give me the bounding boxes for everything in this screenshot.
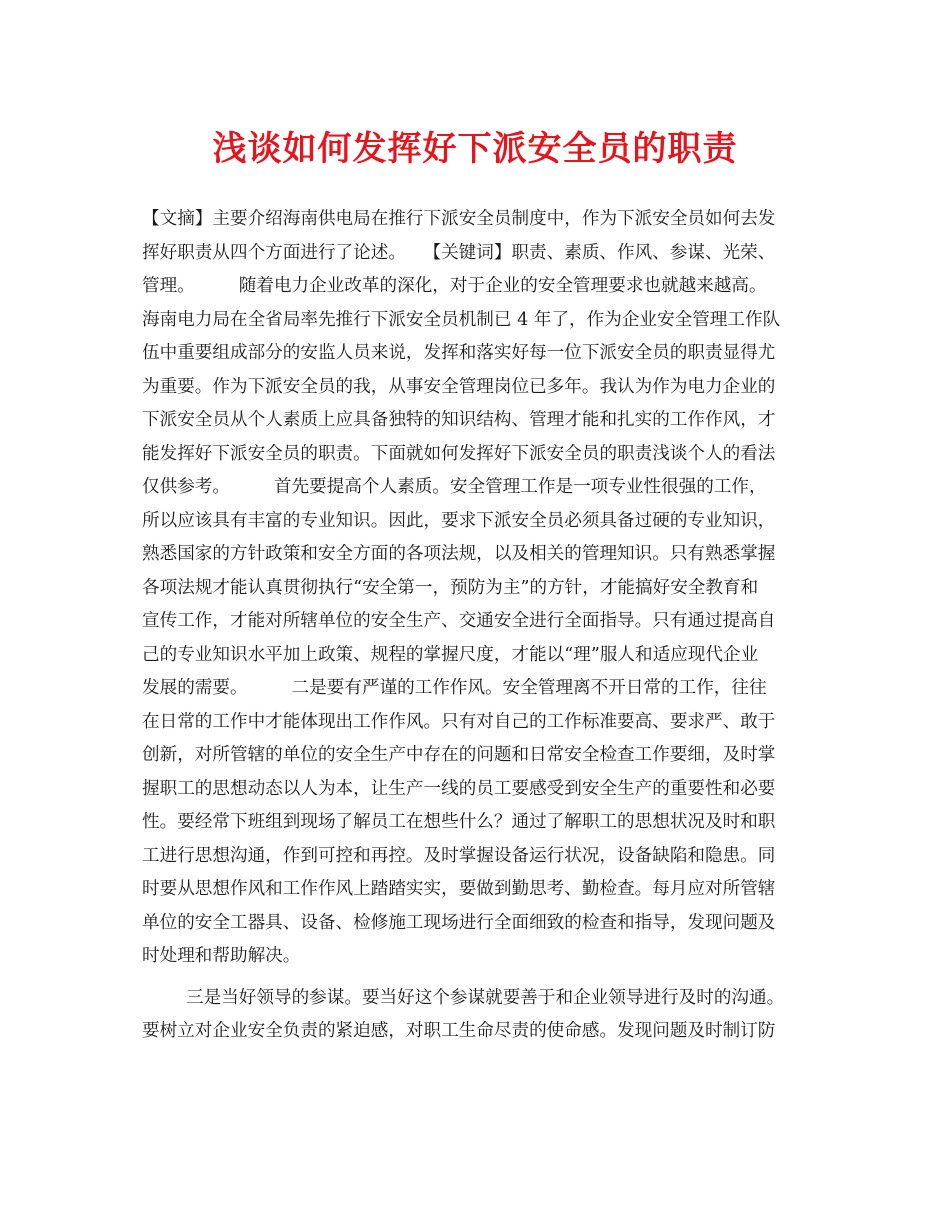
body-line: 己的专业知识水平加上政策、规程的掌握尺度，才能以“理”服人和适应现代企业 xyxy=(142,644,759,665)
body-line: 熟悉国家的方针政策和安全方面的各项法规，以及相关的管理知识。只有熟悉掌握 xyxy=(142,544,776,564)
body-line: 下派安全员从个人素质上应具备独特的知识结构、管理才能和扎实的工作作风，才 xyxy=(142,410,776,430)
body-line: 时处理和帮助解决。 xyxy=(142,946,301,966)
body-line: 管理。 随着电力企业改革的深化，对于企业的安全管理要求也就越来越高。 xyxy=(142,276,767,296)
body-line: 单位的安全工器具、设备、检修施工现场进行全面细致的检查和指导，发现问题及 xyxy=(142,912,776,933)
body-line: 挥好职责从四个方面进行了论述。 【关键词】职责、素质、作风、参谋、光荣、 xyxy=(142,242,776,263)
document-body xyxy=(142,203,832,1049)
body-line: 时要从思想作风和工作作风上踏踏实实，要做到勤思考、勤检查。每月应对所管辖 xyxy=(142,879,776,899)
document-title: 浅谈如何发挥好下派安全员的职责 xyxy=(212,129,738,169)
body-line: 三是当好领导的参谋。要当好这个参谋就要善于和企业领导进行及时的沟通。 xyxy=(186,987,785,1008)
body-line: 能发挥好下派安全员的职责。下面就如何发挥好下派安全员的职责浅谈个人的看法 xyxy=(142,443,776,464)
body-line: 创新，对所管辖的单位的安全生产中存在的问题和日常安全检查工作要细，及时掌 xyxy=(142,745,776,765)
body-line: 在日常的工作中才能体现出工作作风。只有对自己的工作标准要高、要求严、敢于 xyxy=(142,711,776,732)
body-line: 仅供参考。 首先要提高个人素质。安全管理工作是一项专业性很强的工作， xyxy=(142,477,767,497)
body-line: 海南电力局在全省局率先推行下派安全员机制已 4 年了，作为企业安全管理工作队 xyxy=(142,309,781,330)
body-line: 伍中重要组成部分的安监人员来说，发挥和落实好每一位下派安全员的职责显得尤 xyxy=(142,343,776,363)
body-line: 宣传工作，才能对所辖单位的安全生产、交通安全进行全面指导。只有通过提高自 xyxy=(142,611,776,631)
body-line: 要树立对企业安全负责的紧迫感，对职工生命尽责的使命感。发现问题及时制订防 xyxy=(142,1021,776,1041)
body-line: 【文摘】主要介绍海南供电局在推行下派安全员制度中，作为下派安全员如何去发 xyxy=(142,209,776,229)
body-line: 所以应该具有丰富的专业知识。因此，要求下派安全员必须具备过硬的专业知识， xyxy=(142,510,776,531)
body-line: 为重要。作为下派安全员的我，从事安全管理岗位已多年。我认为作为电力企业的 xyxy=(142,376,776,397)
body-line: 工进行思想沟通，作到可控和再控。及时掌握设备运行状况，设备缺陷和隐患。同 xyxy=(142,845,776,866)
body-line: 各项法规才能认真贯彻执行“安全第一，预防为主”的方针，才能搞好安全教育和 xyxy=(142,577,759,598)
body-line: 性。要经常下班组到现场了解员工在想些什么？通过了解职工的思想状况及时和职 xyxy=(142,812,776,832)
body-line: 握职工的思想动态以人为本，让生产一线的员工要感受到安全生产的重要性和必要 xyxy=(142,778,776,799)
body-line: 发展的需要。 二是要有严谨的工作作风。安全管理离不开日常的工作，往往 xyxy=(142,678,767,698)
